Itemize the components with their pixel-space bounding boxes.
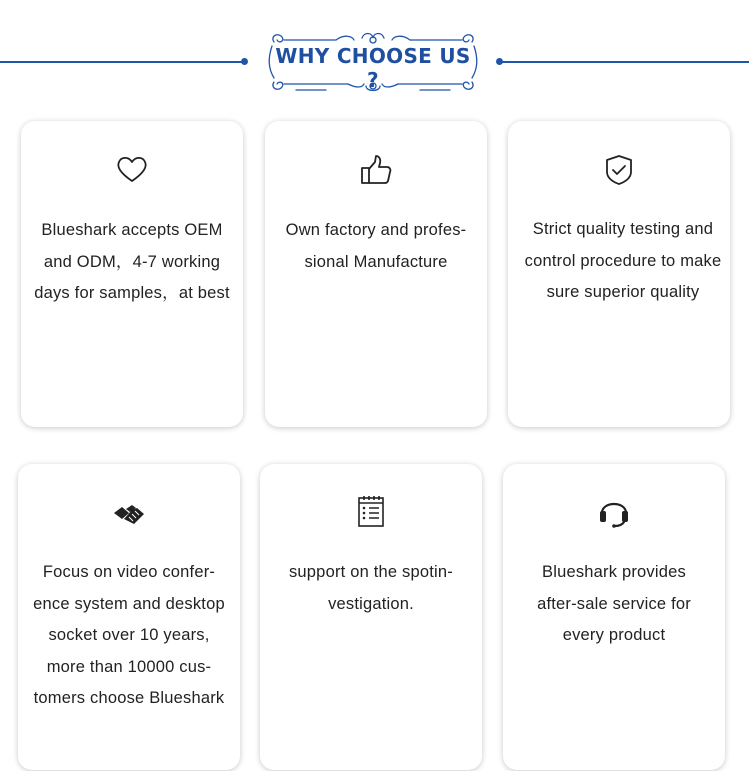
feature-card-quality <box>508 121 730 427</box>
thumbs-up-icon <box>359 153 393 187</box>
feature-text: Blueshark provides after-sale service for every product <box>537 563 691 644</box>
header-dot-left <box>241 58 248 65</box>
header-dot-right <box>496 58 503 65</box>
feature-text: Own factory and profes-sional Manufacture <box>285 221 467 271</box>
checklist-icon <box>354 494 388 528</box>
heart-icon <box>115 153 149 187</box>
feature-text: support on the spotin-vestigation. <box>288 563 453 613</box>
handshake-icon <box>112 497 146 531</box>
feature-card-factory <box>265 121 487 427</box>
headset-icon <box>597 495 631 529</box>
feature-text: Blueshark accepts OEM and ODM，4-7 working days for samples，at best <box>34 221 230 302</box>
feature-card-after-sale <box>503 464 725 770</box>
feature-card-investigation <box>260 464 482 770</box>
feature-card-experience <box>18 464 240 770</box>
section-header <box>0 0 749 100</box>
section-title: WHY CHOOSE US ? <box>275 44 471 92</box>
header-divider-left <box>0 61 244 63</box>
feature-text: Strict quality testing and control procedure to make sure superior quality <box>524 220 722 301</box>
header-divider-right <box>499 61 749 63</box>
shield-check-icon <box>602 153 636 187</box>
feature-text: Focus on video confer-ence system and desktop socket over 10 years, more than 10000 cus-tomers choose Blueshark <box>33 563 225 707</box>
feature-card-oem <box>21 121 243 427</box>
